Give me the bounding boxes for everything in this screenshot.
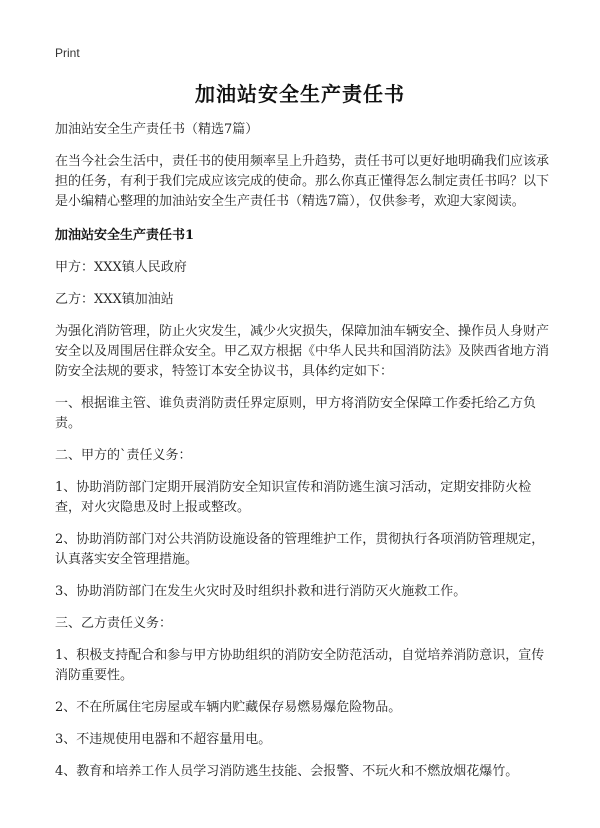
clause-3-item: 2、不在所属住宅房屋或车辆内贮藏保存易燃易爆危险物品。 (55, 700, 402, 715)
clause-3-heading: 三、乙方责任义务： (55, 616, 173, 631)
intro-paragraph: 在当今社会生活中，责任书的使用频率呈上升趋势，责任书可以更好地明确我们应该承担的任务，有利于我们完成应该完成的使命。那么你真正懂得怎么制定责任书吗？以下是小编精心整理的加油站安全生产责任书（精选7篇），仅供参考，欢迎大家阅读。 (55, 154, 550, 209)
clause-3-item: 1、积极支持配合和参与甲方协助组织的消防安全防范活动，自觉培养消防意识，宣传消防重要性。 (55, 648, 545, 683)
party-b: 乙方：XXX镇加油站 (55, 292, 174, 307)
section-heading: 加油站安全生产责任书1 (55, 228, 195, 243)
clause-2-heading: 二、甲方的`责任义务： (55, 448, 192, 463)
clause-3-item: 4、教育和培养工作人员学习消防逃生技能、会报警、不玩火和不燃放烟花爆竹。 (55, 764, 519, 779)
document-title: 加油站安全生产责任书 (195, 82, 405, 106)
print-label: Print (55, 46, 80, 60)
purpose-paragraph: 为强化消防管理，防止火灾发生，减少火灾损失，保障加油车辆安全、操作员人身财产安全以及周围居住群众安全。甲乙双方根据《中华人民共和国消防法》及陕西省地方消防安全法规的要求，特签订本安全协议书，具体约定如下： (55, 324, 550, 379)
clause-2-item: 1、协助消防部门定期开展消防安全知识宣传和消防逃生演习活动，定期安排防火检查，对火灾隐患及时上报或整改。 (55, 480, 532, 515)
document-body (55, 120, 555, 794)
clause-2-item: 2、协助消防部门对公共消防设施设备的管理维护工作，贯彻执行各项消防管理规定，认真落实安全管理措施。 (55, 532, 545, 567)
party-a: 甲方：XXX镇人民政府 (55, 260, 187, 275)
clause-2-item: 3、协助消防部门在发生火灾时及时组织扑救和进行消防灭火施救工作。 (55, 584, 467, 599)
document-subtitle: 加油站安全生产责任书（精选7篇） (55, 122, 259, 137)
clause-1: 一、根据谁主管、谁负责消防责任界定原则，甲方将消防安全保障工作委托给乙方负责。 (55, 396, 537, 431)
clause-3-item: 3、不违规使用电器和不超容量用电。 (55, 732, 272, 747)
